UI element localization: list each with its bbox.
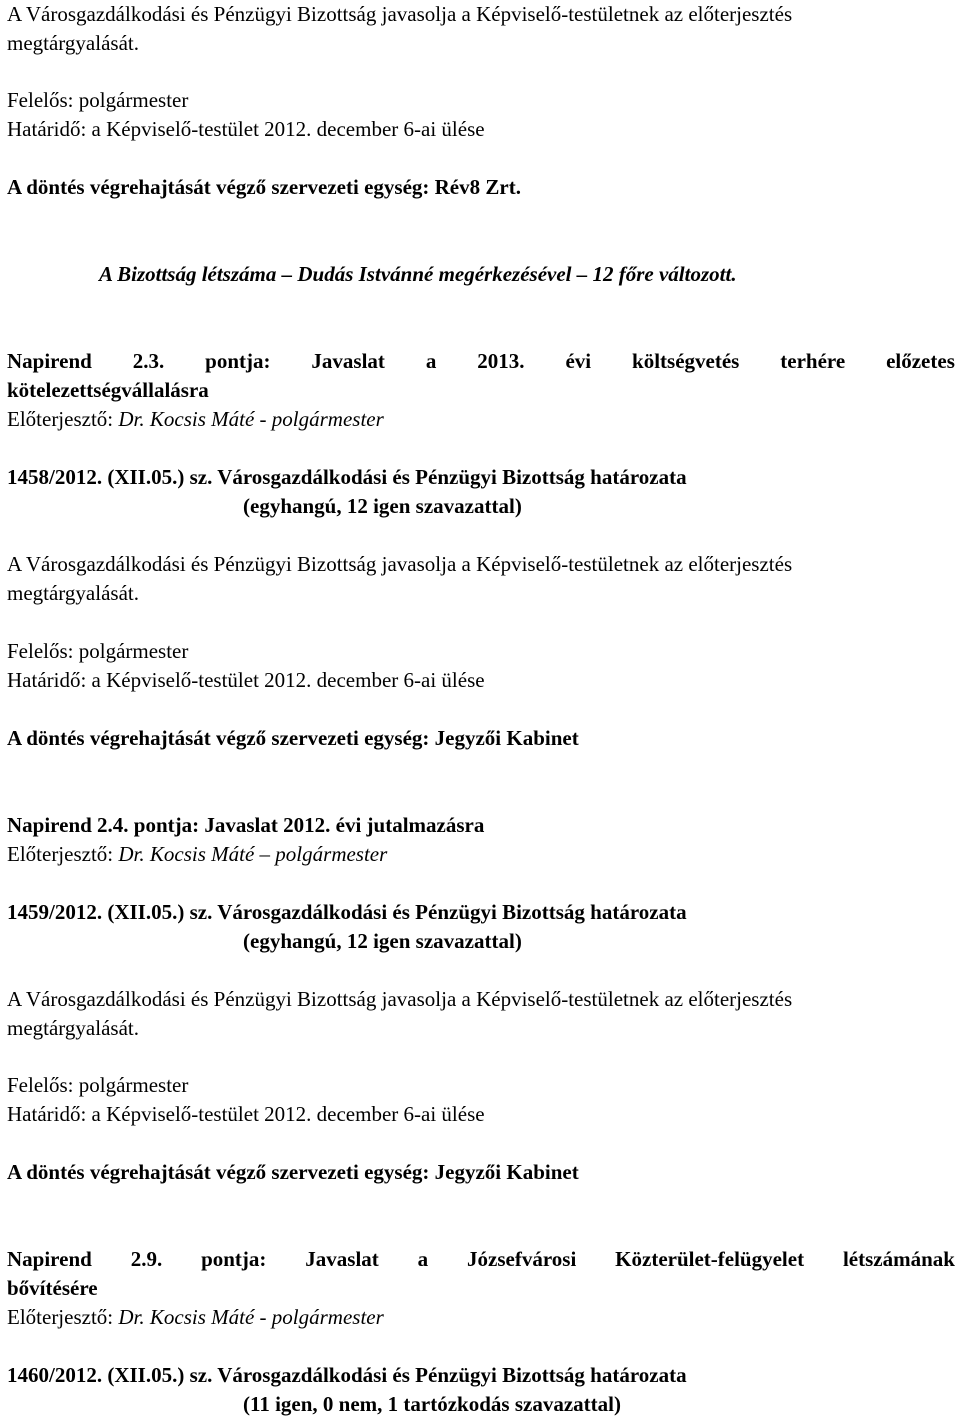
- proposal-text-cont: megtárgyalását.: [7, 581, 139, 605]
- resolution-title: 1460/2012. (XII.05.) sz. Városgazdálkodási és Pénzügyi Bizottság határozata: [7, 1363, 687, 1387]
- presenter-name: Dr. Kocsis Máté - polgármester: [113, 1305, 384, 1329]
- vote-result: (11 igen, 0 nem, 1 tartózkodás szavazattal): [243, 1392, 621, 1416]
- agenda-title-2-3: Napirend 2.3. pontja: Javaslat a 2013. évi költségvetés terhére előzetes: [7, 349, 955, 373]
- resolution-title: 1458/2012. (XII.05.) sz. Városgazdálkodási és Pénzügyi Bizottság határozata: [7, 465, 687, 489]
- proposal-text-cont: megtárgyalását.: [7, 31, 139, 55]
- executor-line: A döntés végrehajtását végző szervezeti egység: Jegyzői Kabinet: [7, 1160, 579, 1184]
- executor-line: A döntés végrehajtását végző szervezeti egység: Rév8 Zrt.: [7, 175, 521, 199]
- agenda-title-2-4: Napirend 2.4. pontja: Javaslat 2012. évi jutalmazásra: [7, 813, 485, 837]
- deadline-line: Határidő: a Képviselő-testület 2012. december 6-ai ülése: [7, 1102, 485, 1126]
- vote-result: (egyhangú, 12 igen szavazattal): [243, 929, 522, 953]
- deadline-line: Határidő: a Képviselő-testület 2012. december 6-ai ülése: [7, 117, 485, 141]
- presenter-label: Előterjesztő:: [7, 1305, 114, 1329]
- proposal-text: A Városgazdálkodási és Pénzügyi Bizottság javasolja a Képviselő-testületnek az előterjesztés: [7, 2, 793, 26]
- proposal-text: A Városgazdálkodási és Pénzügyi Bizottság javasolja a Képviselő-testületnek az előterjesztés: [7, 987, 793, 1011]
- proposal-text-cont: megtárgyalását.: [7, 1016, 139, 1040]
- responsible-line: Felelős: polgármester: [7, 88, 189, 112]
- presenter-name: Dr. Kocsis Máté – polgármester: [113, 842, 388, 866]
- presenter-label: Előterjesztő:: [7, 842, 114, 866]
- responsible-line: Felelős: polgármester: [7, 1073, 189, 1097]
- executor-line: A döntés végrehajtását végző szervezeti egység: Jegyzői Kabinet: [7, 726, 579, 750]
- proposal-text: A Városgazdálkodási és Pénzügyi Bizottság javasolja a Képviselő-testületnek az előterjesztés: [7, 552, 793, 576]
- presenter-label: Előterjesztő:: [7, 407, 114, 431]
- vote-result: (egyhangú, 12 igen szavazattal): [243, 494, 522, 518]
- presenter-line: [7, 1305, 384, 1329]
- deadline-line: Határidő: a Képviselő-testület 2012. december 6-ai ülése: [7, 668, 485, 692]
- responsible-line: Felelős: polgármester: [7, 639, 189, 663]
- presenter-name: Dr. Kocsis Máté - polgármester: [113, 407, 384, 431]
- presenter-line: [7, 407, 384, 431]
- resolution-title: 1459/2012. (XII.05.) sz. Városgazdálkodási és Pénzügyi Bizottság határozata: [7, 900, 687, 924]
- agenda-title-cont: kötelezettségvállalásra: [7, 378, 209, 402]
- committee-note: A Bizottság létszáma – Dudás Istvánné megérkezésével – 12 főre változott.: [99, 262, 737, 286]
- agenda-title-cont: bővítésére: [7, 1276, 98, 1300]
- presenter-line: [7, 842, 387, 866]
- agenda-title-2-9: Napirend 2.9. pontja: Javaslat a Józsefvárosi Közterület-felügyelet létszámának: [7, 1247, 955, 1271]
